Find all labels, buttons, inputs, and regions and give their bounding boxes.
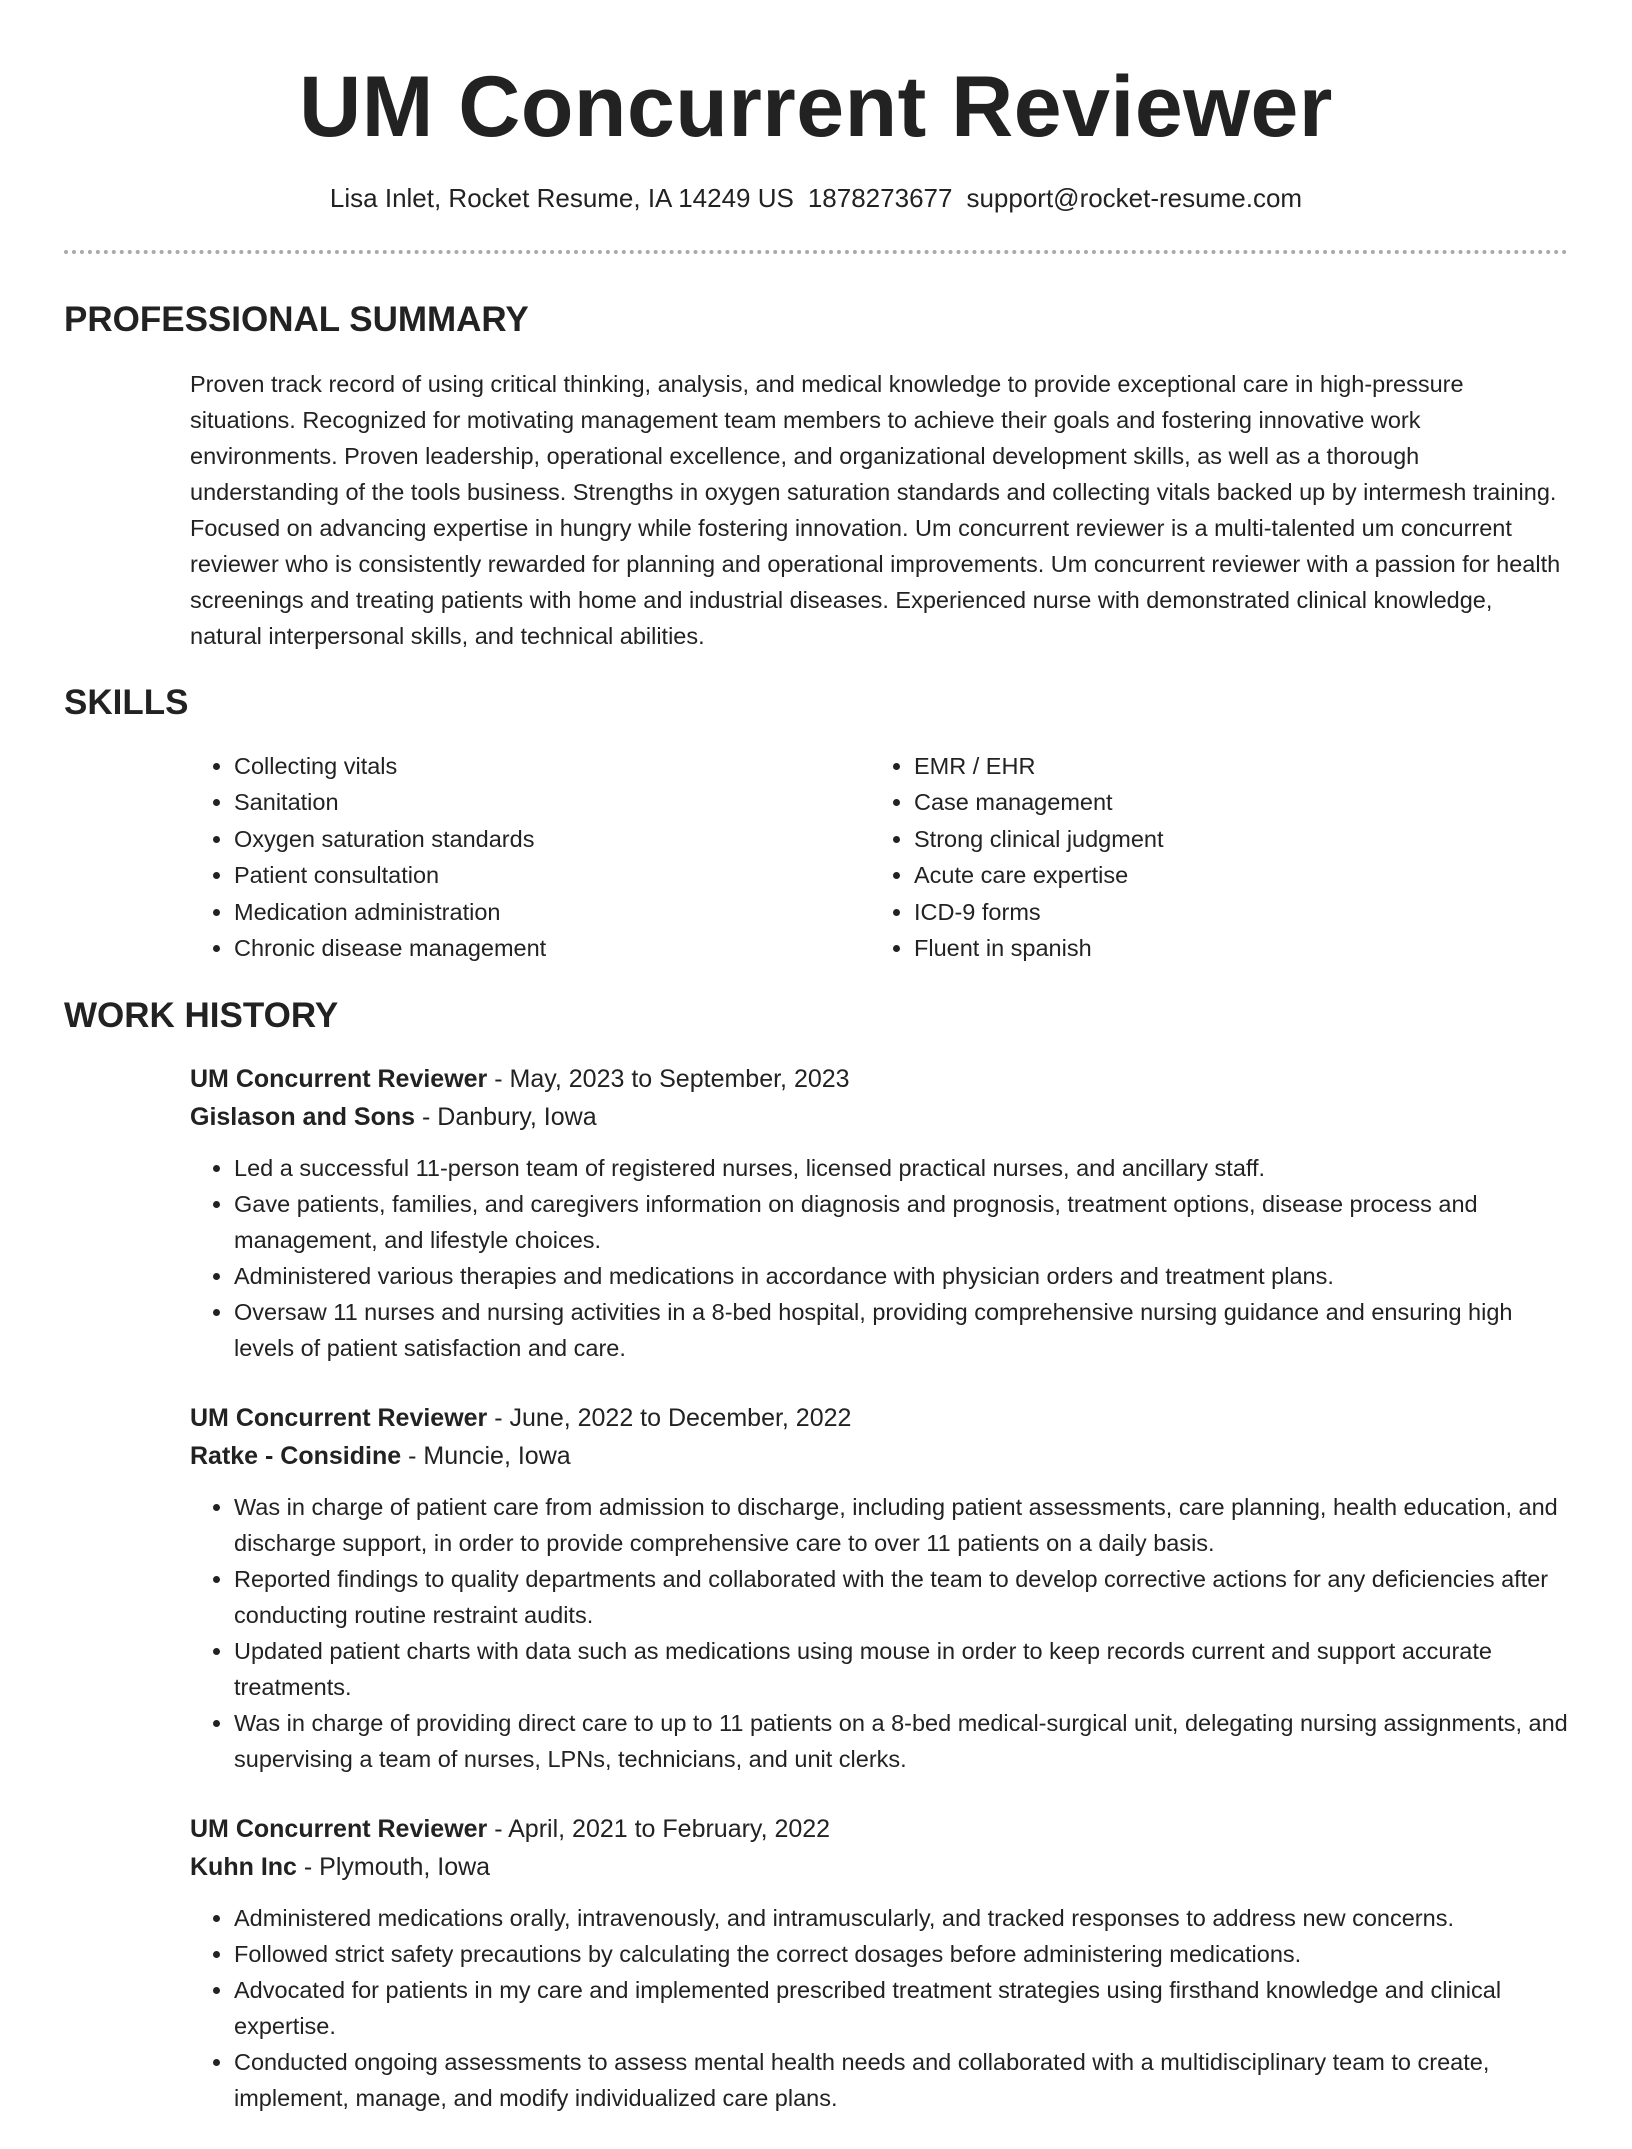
skill-item: • Collecting vitals <box>234 748 870 784</box>
skill-item: • Oxygen saturation standards <box>234 821 870 857</box>
skill-item: • ICD-9 forms <box>914 894 1550 930</box>
job-bullet: • Was in charge of patient care from admission to discharge, including patient assessments, care planning, health education, and discharge support, in order to provide comprehensive care to over 11 patients on a daily basis. <box>234 1489 1570 1561</box>
skill-item: • Fluent in spanish <box>914 930 1550 966</box>
job-location: - Muncie, Iowa <box>401 1442 571 1470</box>
job-bullet: • Reported findings to quality departments and collaborated with the team to develop corrective actions for any deficiencies after conducting routine restraint audits. <box>234 1561 1570 1633</box>
job-company: Kuhn Inc <box>190 1853 297 1881</box>
job-title-line <box>190 1060 1570 1098</box>
job-title-line <box>190 1399 1570 1437</box>
job-title: UM Concurrent Reviewer <box>190 1404 488 1432</box>
contact-line <box>0 178 1632 218</box>
job-location: - Danbury, Iowa <box>415 1103 597 1131</box>
job-bullet: • Conducted ongoing assessments to assess mental health needs and collaborated with a multidisciplinary team to create, implement, manage, and modify individualized care plans. <box>234 2044 1570 2116</box>
skill-item: • Chronic disease management <box>234 930 870 966</box>
job-bullet: • Administered various therapies and medications in accordance with physician orders and treatment plans. <box>234 1258 1570 1294</box>
job-location: - Plymouth, Iowa <box>296 1853 491 1881</box>
job-bullets <box>190 1489 1570 1777</box>
job-company-line <box>190 1848 1570 1886</box>
skill-item: • Case management <box>914 784 1550 820</box>
candidate-name: UM Concurrent Reviewer <box>299 59 1333 155</box>
skill-item: • Strong clinical judgment <box>914 821 1550 857</box>
job-entry <box>190 1810 1570 2116</box>
job-bullet: • Led a successful 11-person team of registered nurses, licensed practical nurses, and ancillary staff. <box>234 1150 1570 1186</box>
job-bullets <box>190 1150 1570 1366</box>
job-bullet: • Administered medications orally, intravenously, and intramuscularly, and tracked responses to address new concerns. <box>234 1900 1570 1936</box>
skill-item: • Acute care expertise <box>914 857 1550 893</box>
section-title-summary: PROFESSIONAL SUMMARY <box>64 300 529 339</box>
job-company: Gislason and Sons <box>190 1103 416 1131</box>
job-title: UM Concurrent Reviewer <box>190 1815 488 1843</box>
contact-address: Lisa Inlet, Rocket Resume, IA 14249 US <box>329 183 794 213</box>
job-bullet: • Oversaw 11 nurses and nursing activities in a 8-bed hospital, providing comprehensive nursing guidance and ensuring high levels of patient satisfaction and care. <box>234 1294 1570 1366</box>
job-bullet: • Was in charge of providing direct care to up to 11 patients on a 8-bed medical-surgical unit, delegating nursing assignments, and supervising a team of nurses, LPNs, technicians, and unit clerks. <box>234 1705 1570 1777</box>
job-bullet: • Updated patient charts with data such as medications using mouse in order to keep records current and support accurate treatments. <box>234 1633 1570 1705</box>
section-title-work-history: WORK HISTORY <box>64 996 339 1035</box>
job-entry <box>190 1060 1570 1366</box>
skill-item: • EMR / EHR <box>914 748 1550 784</box>
job-entry <box>190 1399 1570 1777</box>
contact-email: support@rocket-resume.com <box>966 183 1303 213</box>
job-company-line <box>190 1437 1570 1475</box>
skill-item: • Sanitation <box>234 784 870 820</box>
job-dates: - April, 2021 to February, 2022 <box>487 1815 831 1843</box>
job-bullet: • Advocated for patients in my care and implemented prescribed treatment strategies using firsthand knowledge and clinical expertise. <box>234 1972 1570 2044</box>
contact-phone: 1878273677 <box>807 183 953 213</box>
job-title-line <box>190 1810 1570 1848</box>
job-dates: - June, 2022 to December, 2022 <box>487 1404 852 1432</box>
job-dates: - May, 2023 to September, 2023 <box>487 1065 850 1093</box>
skill-item: • Medication administration <box>234 894 870 930</box>
job-company-line <box>190 1098 1570 1136</box>
job-bullets <box>190 1900 1570 2116</box>
job-bullet: • Gave patients, families, and caregivers information on diagnosis and prognosis, treatment options, disease process and management, and lifestyle choices. <box>234 1186 1570 1258</box>
skills-column-left <box>190 748 870 966</box>
job-bullet: • Followed strict safety precautions by calculating the correct dosages before administering medications. <box>234 1936 1570 1972</box>
skills-column-right <box>870 748 1550 966</box>
job-company: Ratke - Considine <box>190 1442 402 1470</box>
header-divider <box>64 250 1568 254</box>
skill-item: • Patient consultation <box>234 857 870 893</box>
job-title: UM Concurrent Reviewer <box>190 1065 488 1093</box>
section-title-skills: SKILLS <box>64 683 189 722</box>
work-history-list <box>190 1060 1570 2149</box>
skills-list <box>190 748 1570 966</box>
summary-text: Proven track record of using critical thinking, analysis, and medical knowledge to provide exceptional care in high-pressure situations. Recognized for motivating management team members to achieve their goals and fostering innovative work environments. Proven leadership, operational excellence, and organizational development skills, as well as a thorough understanding of the tools business. Strengths in oxygen saturation standards and collecting vitals backed up by intermesh training. Focused on advancing expertise in hungry while fostering innovation. Um concurrent reviewer is a multi-talented um concurrent reviewer who is consistently rewarded for planning and operational improvements. Um concurrent reviewer with a passion for health screenings and treating patients with home and industrial diseases. Experienced nurse with demonstrated clinical knowledge, natural interpersonal skills, and technical abilities. <box>190 371 1561 649</box>
